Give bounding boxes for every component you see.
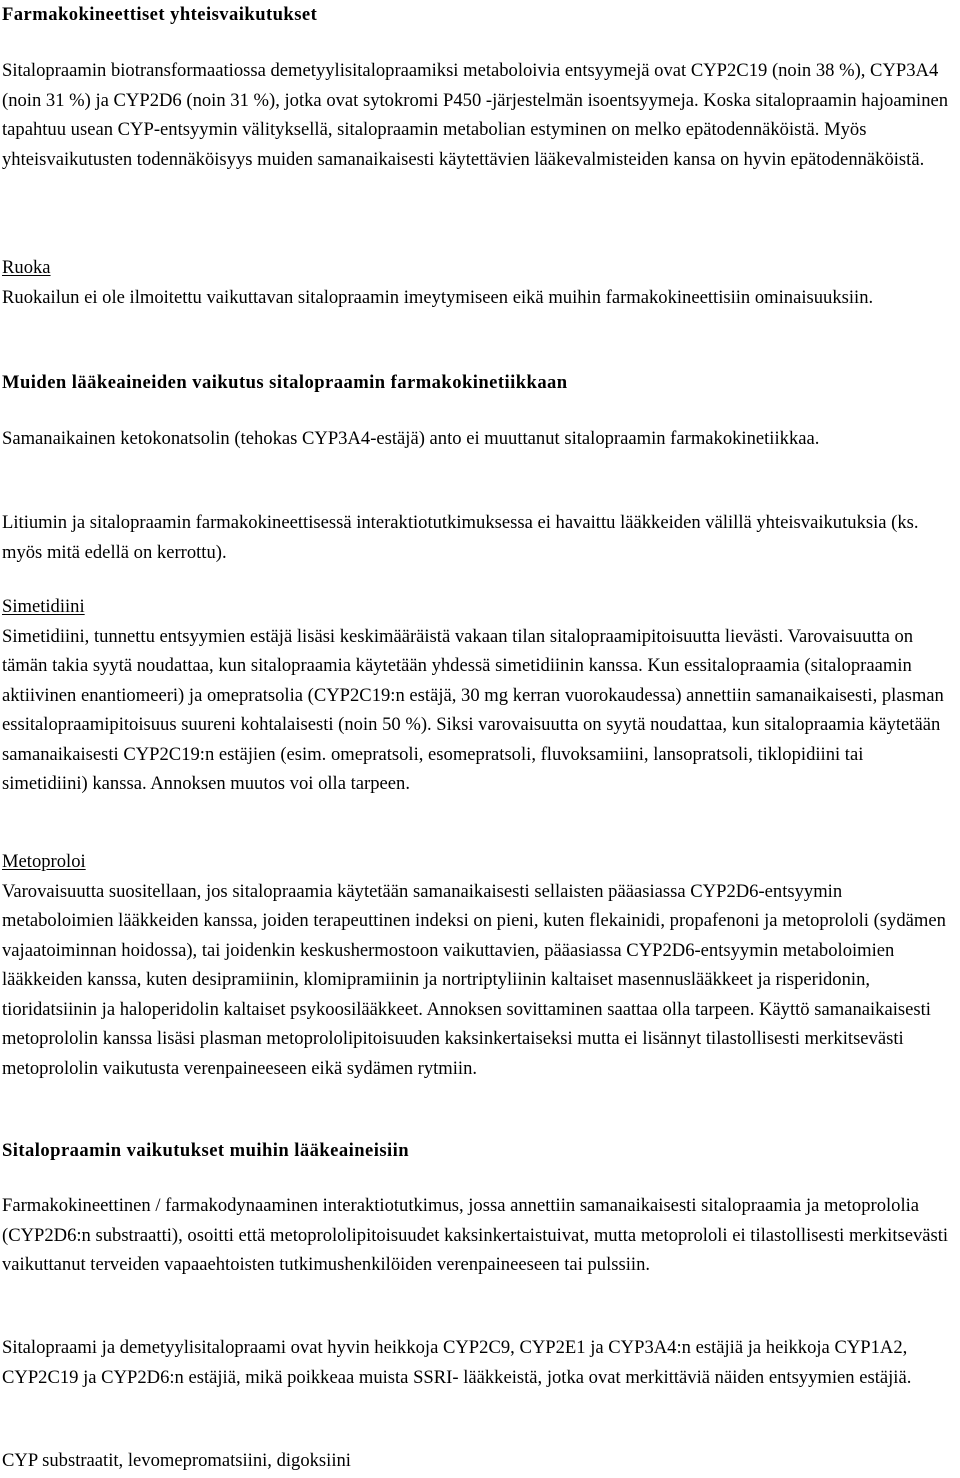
- paragraph-interaction-study: Farmakokineettinen / farmakodynaaminen interaktiotutkimus, jossa annettiin samanaikaisesti sitalopraamia ja metoprololia (CYP2D6:n substraatti), osoitti että metoprololipitoisuudet kaksinkertaistuivat, mutta metoprololi ei tilastollisesti merkitsevästi vaikuttanut terveiden vapaaehtoisten tutkimushenkilöiden verenpaineeseen tai pulssiin.: [2, 1195, 949, 1275]
- cimetidine-section: [2, 592, 952, 799]
- subheading-food: Ruoka: [2, 257, 51, 278]
- metoprolol-section: [2, 847, 952, 1083]
- food-section: [2, 253, 952, 312]
- paragraph-lithium: Litiumin ja sitalopraamin farmakokineettisessä interaktiotutkimuksessa ei havaittu lääkkeiden välillä yhteisvaikutuksia (ks. myös mitä edellä on kerrottu).: [2, 512, 919, 563]
- section-heading-effects-on-other-drugs: Sitalopraamin vaikutukset muihin lääkeaineisiin: [2, 1140, 410, 1161]
- subheading-metoprolol: Metoproloi: [2, 851, 86, 872]
- section-heading-other-drugs-effect: Muiden lääkeaineiden vaikutus sitalopraamin farmakokinetiikkaan: [2, 372, 568, 393]
- paragraph-cimetidine: Simetidiini, tunnettu entsyymien estäjä lisäsi keskimääräistä vakaan tilan sitalopraamipitoisuutta lievästi. Varovaisuutta on tämän takia syytä noudattaa, kun sitalopraamia käytetään yhdessä simetidiinin kanssa. Kun essitalopraamia (sitalopraamin aktiivinen enantiomeeri) ja omepratsolia (CYP2C19:n estäjä, 30 mg kerran vuorokaudessa) annettiin samanaikaisesti, plasman essitalopraamipitoisuus suureni kohtalaisesti (noin 50 %). Siksi varovaisuutta on syytä noudattaa, kun sitalopraamia käytetään samanaikaisesti CYP2C19:n estäjien (esim. omepratsoli, esomepratsoli, fluvoksamiini, lansopratsoli, tiklopidiini tai simetidiini) kanssa. Annoksen muutos voi olla tarpeen.: [2, 625, 944, 794]
- line-cyp-substrates: CYP substraatit, levomepromatsiini, digoksiini: [2, 1450, 351, 1471]
- paragraph-food: Ruokailun ei ole ilmoitettu vaikuttavan sitalopraamin imeytymiseen eikä muihin farmakokineettisiin ominaisuuksiin.: [2, 286, 874, 308]
- paragraph-ketoconazole: Samanaikainen ketokonatsolin (tehokas CYP3A4-estäjä) anto ei muuttanut sitalopraamin farmakokinetiikkaa.: [2, 428, 820, 449]
- subheading-cimetidine: Simetidiini: [2, 596, 85, 617]
- paragraph-metoprolol: Varovaisuutta suositellaan, jos sitalopraamia käytetään samanaikaisesti sellaisten pääasiassa CYP2D6-entsyymin metaboloimien lääkkeiden kanssa, joiden terapeuttinen indeksi on pieni, kuten flekainidi, propafenoni ja metoprololi (sydämen vajaatoiminnan hoidossa), tai joidenkin keskushermostoon vaikuttavien, pääasiassa CYP2D6-entsyymin metaboloimien lääkkeiden kanssa, kuten desipramiinin, klomipramiinin ja nortriptyliinin kaltaiset masennuslääkkeet ja risperidonin, tioridatsiinin ja haloperidolin kaltaiset psykoosilääkkeet. Annoksen sovittaminen saattaa olla tarpeen. Käyttö samanaikaisesti metoprololin kanssa lisäsi plasman metoprololipitoisuuden kaksinkertaiseksi mutta ei lisännyt tilastollisesti merkitsevästi metoprololin vaikutusta verenpaineeseen eikä sydämen rytmiin.: [2, 880, 946, 1079]
- paragraph-biotransformation: Sitalopraamin biotransformaatiossa demetyylisitalopraamiksi metaboloivia entsyymejä ovat CYP2C19 (noin 38 %), CYP3A4 (noin 31 %) ja CYP2D6 (noin 31 %), jotka ovat sytokromi P450 -järjestelmän isoentsyymeja. Koska sitalopraamin hajoaminen tapahtuu usean CYP-entsyymin välityksellä, sitalopraamin metabolian estyminen on melko epätodennäköistä. Myös yhteisvaikutusten todennäköisyys muiden samanaikaisesti käytettävien lääkevalmisteiden kansa on hyvin epätodennäköistä.: [2, 60, 949, 170]
- paragraph-enzyme-inhibitors: Sitalopraami ja demetyylisitalopraami ovat hyvin heikkoja CYP2C9, CYP2E1 ja CYP3A4:n estäjiä ja heikkoja CYP1A2, CYP2C19 ja CYP2D6:n estäjiä, mikä poikkeaa muista SSRI- lääkkeistä, jotka ovat merkittäviä näiden entsyymien estäjiä.: [2, 1337, 912, 1388]
- section-heading-pharmacokinetic-interactions: Farmakokineettiset yhteisvaikutukset: [2, 4, 318, 25]
